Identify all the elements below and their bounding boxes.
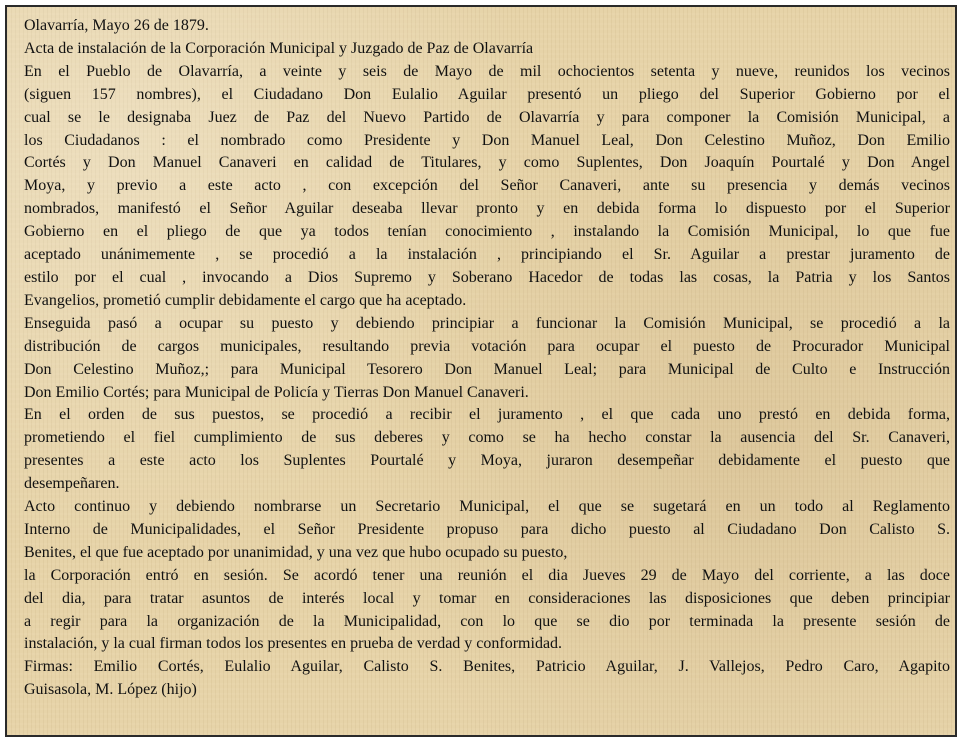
text-line: Evangelios, prometió cumplir debidamente el cargo que ha aceptado.: [24, 291, 467, 309]
text-line: Benites, el que fue aceptado por unanimidad, y una vez que hubo ocupado su puesto,: [24, 543, 568, 561]
text-line: Enseguida pasó a ocupar su puesto y debiendo principiar a funcionar la Comisión Municipal, se procedió a la: [24, 314, 950, 332]
text-line: los Ciudadanos : el nombrado como Presidente y Don Manuel Leal, Don Celestino Muñoz, Don Emilio: [24, 131, 950, 149]
signatures: [24, 656, 950, 702]
text-line: Don Celestino Muñoz,; para Municipal Tesorero Don Manuel Leal; para Municipal de Culto e Instrucción: [24, 360, 950, 378]
text-line: Cortés y Don Manuel Canaveri en calidad de Titulares, y como Suplentes, Don Joaquín Pourtalé y Don Angel: [24, 154, 950, 172]
text-line: a regir para la organización de la Municipalidad, con lo que se dio por terminada la presente sesión de: [24, 612, 950, 630]
text-line: (siguen 157 nombres), el Ciudadano Don Eulalio Aguilar presentó un pliego del Superior Gobierno por el: [24, 85, 950, 103]
signature-line: Guisasola, M. López (hijo): [24, 681, 197, 699]
text-line: presentes a este acto los Suplentes Pourtalé y Moya, juraron desempeñar debidamente el puesto que: [24, 452, 950, 470]
text-line: Moya, y previo a este acto , con excepción del Señor Canaveri, ante su presencia y demás vecinos: [24, 177, 950, 195]
document-title: Acta de instalación de la Corporación Municipal y Juzgado de Paz de Olavarría: [24, 39, 534, 57]
document-text: [24, 15, 950, 702]
text-line: cual se le designaba Juez de Paz del Nuevo Partido de Olavarría y para componer la Comisión Municipal, a: [24, 108, 950, 126]
text-line: estilo por el cual , invocando a Dios Supremo y Soberano Hacedor de todas las cosas, la Patria y los Santos: [24, 268, 950, 286]
paragraph-secretary: [24, 496, 950, 565]
paragraph-distribution: [24, 313, 950, 405]
text-line: En el orden de sus puestos, se procedió a recibir el juramento , el que cada uno prestó en debida forma,: [24, 406, 950, 424]
signature-line: Firmas: Emilio Cortés, Eulalio Aguilar, Calisto S. Benites, Patricio Aguilar, J. Vallejos, Pedro Caro, Agapito: [24, 658, 950, 676]
text-line: Interno de Municipalidades, el Señor Presidente propuso para dicho puesto al Ciudadano Don Calisto S.: [24, 520, 950, 538]
date-line: Olavarría, Mayo 26 de 1879.: [24, 17, 209, 34]
text-line: la Corporación entró en sesión. Se acordó tener una reunión el dia Jueves 29 de Mayo del corriente, a las doce: [24, 566, 950, 584]
document-frame: [5, 5, 957, 737]
text-line: del dia, para tratar asuntos de interés local y tomar en consideraciones las disposiciones que deben principiar: [24, 589, 950, 607]
text-line: Acto continuo y debiendo nombrarse un Secretario Municipal, el que se sugetará en un todo al Reglamento: [24, 498, 950, 516]
text-line: aceptado unánimemente , se procedió a la instalación , principiando el Sr. Aguilar a prestar juramento de: [24, 246, 950, 264]
text-line: En el Pueblo de Olavarría, a veinte y seis de Mayo de mil ochocientos setenta y nueve, reunidos los vecinos: [24, 62, 950, 80]
text-line: nombrados, manifestó el Señor Aguilar deseaba llevar pronto y en debida forma lo dispuesto por el Superior: [24, 200, 950, 218]
text-line: desempeñaren.: [24, 475, 120, 493]
text-line: Don Emilio Cortés; para Municipal de Policía y Tierras Don Manuel Canaveri.: [24, 383, 529, 401]
paragraph-installation: [24, 61, 950, 313]
text-line: prometiendo el fiel cumplimiento de sus deberes y como se ha hecho constar la ausencia del Sr. Canaveri,: [24, 429, 950, 447]
text-line: Gobierno en el pliego de que ya todos tenían conocimiento , instalando la Comisión Municipal, lo que fue: [24, 223, 950, 241]
paragraph-oath: [24, 404, 950, 496]
paragraph-session: [24, 565, 950, 657]
text-line: instalación, y la cual firman todos los presentes en prueba de verdad y conformidad.: [24, 635, 563, 653]
text-line: distribución de cargos municipales, resultando previa votación para ocupar el puesto de Procurador Municipal: [24, 337, 950, 355]
